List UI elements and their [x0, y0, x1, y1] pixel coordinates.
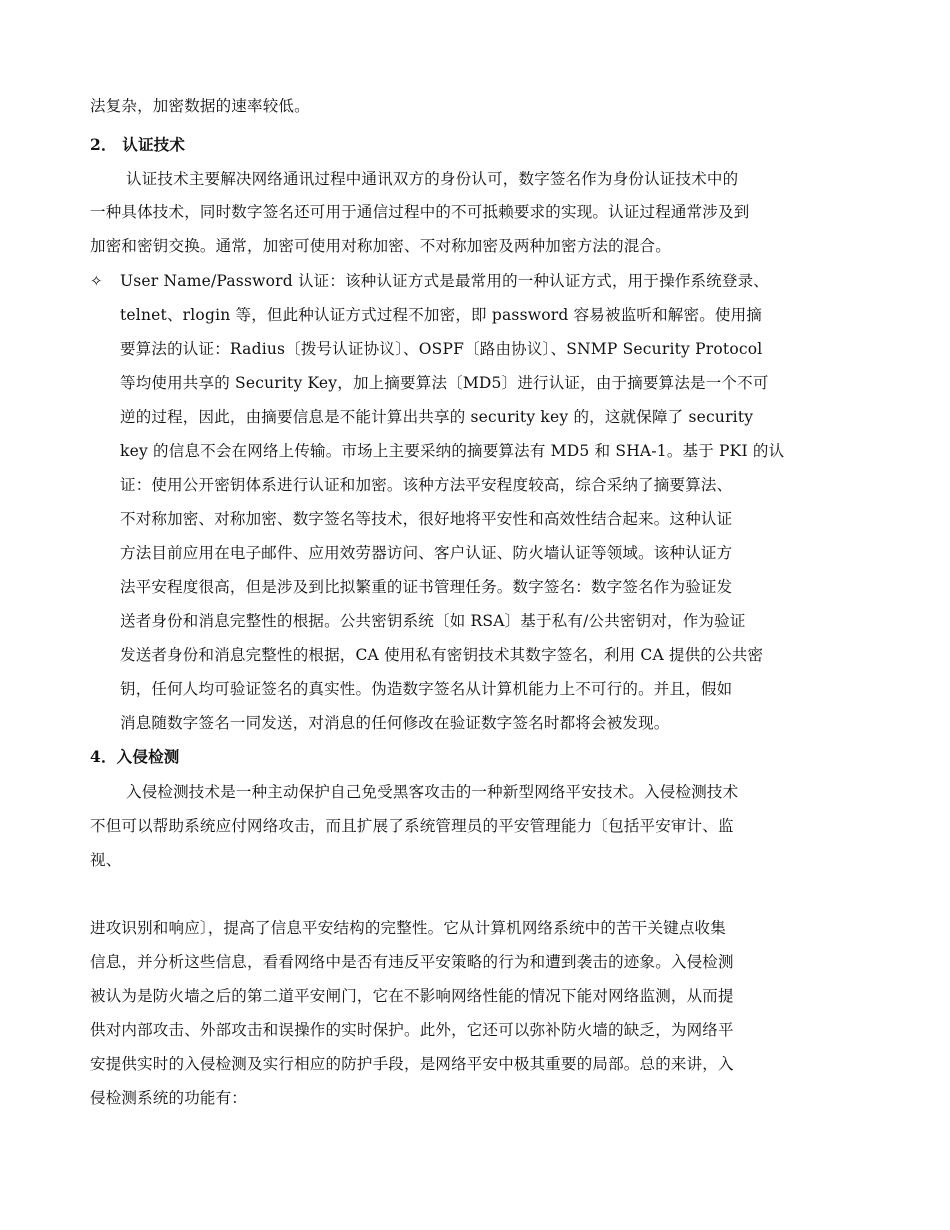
paragraph-line: 进攻识别和响应〕，提高了信息平安结构的完整性。它从计算机网络系统中的苦干关键点收集: [90, 919, 726, 937]
paragraph-line: 一种具体技术，同时数字签名还可用于通信过程中的不可抵赖要求的实现。认证过程通常涉及到: [90, 203, 750, 221]
bullet-line: 法平安程度很高，但是涉及到比拟繁重的证书管理任务。数字签名：数字签名作为验证发: [120, 578, 733, 596]
bullet-line: 消息随数字签名一同发送，对消息的任何修改在验证数字签名时都将会被发现。: [120, 714, 670, 732]
paragraph-line: 入侵检测技术是一种主动保护自己免受黑客攻击的一种新型网络平安技术。入侵检测技术: [126, 783, 739, 801]
paragraph-line: 不但可以帮助系统应付网络攻击，而且扩展了系统管理员的平安管理能力〔包括平安审计、监: [90, 817, 734, 835]
bullet-line: 证：使用公开密钥体系进行认证和加密。该种方法平安程度较高，综合采纳了摘要算法、: [120, 476, 733, 494]
bullet-line: 方法目前应用在电子邮件、应用效劳器访问、客户认证、防火墙认证等领域。该种认证方: [120, 544, 733, 562]
paragraph-line: 视、: [90, 851, 122, 869]
paragraph-line: 供对内部攻击、外部攻击和误操作的实时保护。此外，它还可以弥补防火墙的缺乏，为网络平: [90, 1021, 734, 1039]
bullet-line: User Name/Password 认证：该种认证方式是最常用的一种认证方式，用于操作系统登录、: [120, 272, 769, 290]
paragraph-line: 信息，并分析这些信息，看看网络中是否有违反平安策略的行为和遭到袭击的迹象。入侵检测: [90, 953, 734, 971]
bullet-diamond-icon: ✧: [90, 272, 103, 290]
paragraph-line: 法复杂，加密数据的速率较低。: [90, 97, 310, 115]
paragraph-line: 安提供实时的入侵检测及实行相应的防护手段，是网络平安中极其重要的局部。总的来讲，入: [90, 1055, 734, 1073]
paragraph-line: 侵检测系统的功能有：: [90, 1089, 248, 1107]
bullet-line: 要算法的认证：Radius〔拨号认证协议〕、OSPF〔路由协议〕、SNMP Security Protocol: [120, 340, 763, 358]
section-heading-authentication: 2． 认证技术: [90, 135, 186, 154]
paragraph-line: 被认为是防火墙之后的第二道平安闸门，它在不影响网络性能的情况下能对网络监测，从而提: [90, 987, 734, 1005]
bullet-line: 发送者身份和消息完整性的根据，CA 使用私有密钥技术其数字签名，利用 CA 提供的公共密: [120, 646, 764, 664]
bullet-line: 等均使用共享的 Security Key，加上摘要算法〔MD5〕进行认证，由于摘要算法是一个不可: [120, 374, 769, 392]
section-heading-intrusion-detection: 4．入侵检测: [90, 747, 180, 766]
bullet-line: telnet、rlogin 等，但此种认证方式过程不加密，即 password 容易被监听和解密。使用摘: [120, 306, 762, 324]
bullet-line: 逆的过程，因此，由摘要信息是不能计算出共享的 security key 的，这就保障了 security: [120, 408, 754, 426]
paragraph-line: 加密和密钥交换。通常，加密可使用对称加密、不对称加密及两种加密方法的混合。: [90, 237, 671, 255]
bullet-line: 钥，任何人均可验证签名的真实性。伪造数字签名从计算机能力上不可行的。并且，假如: [120, 680, 733, 698]
bullet-line: 不对称加密、对称加密、数字签名等技术，很好地将平安性和高效性结合起来。这种认证: [120, 510, 733, 528]
bullet-line: key 的信息不会在网络上传输。市场上主要采纳的摘要算法有 MD5 和 SHA-1。基于 PKI 的认: [120, 442, 785, 460]
bullet-line: 送者身份和消息完整性的根据。公共密钥系统〔如 RSA〕基于私有/公共密钥对，作为验证: [120, 612, 746, 630]
paragraph-line: 认证技术主要解决网络通讯过程中通讯双方的身份认可，数字签名作为身份认证技术中的: [126, 170, 739, 188]
